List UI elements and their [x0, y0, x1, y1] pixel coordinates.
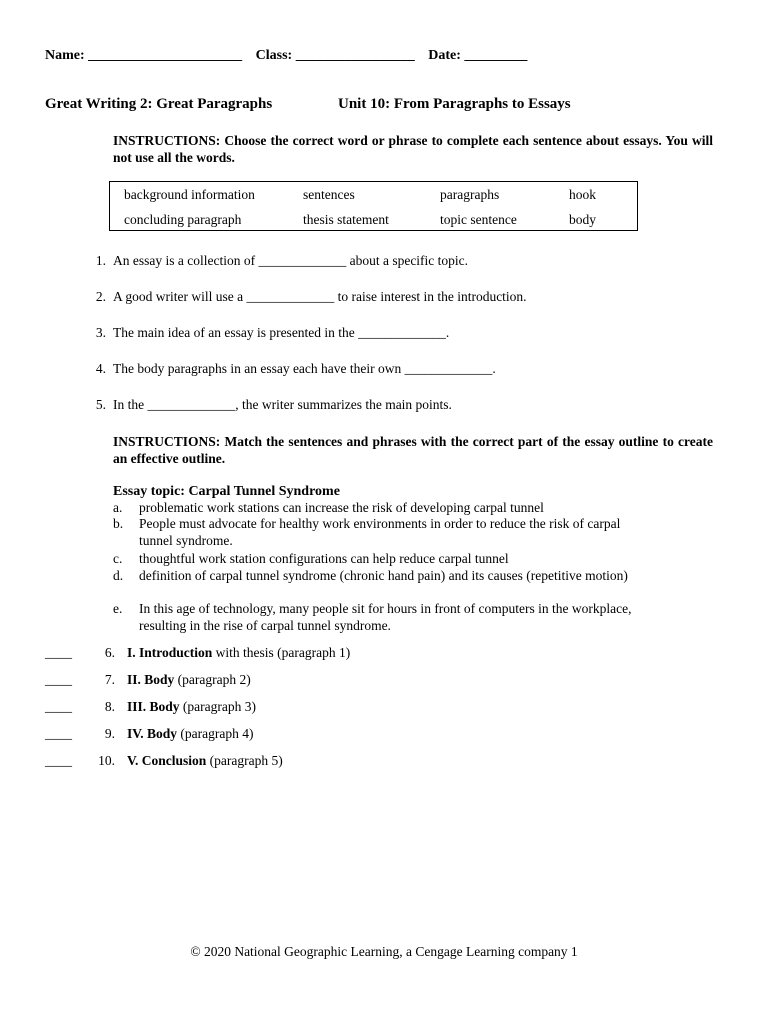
option-text: People must advocate for healthy work environments in order to reduce the risk of carpal tunnel syndrome.	[139, 516, 621, 548]
question-number: 2.	[95, 289, 106, 304]
question-number: 3.	[95, 325, 106, 340]
outline-detail: (paragraph 3)	[179, 699, 256, 714]
word-bank-item: thesis statement	[303, 212, 389, 227]
outline-item-9	[45, 726, 254, 742]
copyright-footer: © 2020 National Geographic Learning, a Cengage Learning company 1	[190, 944, 578, 959]
instructions-part2: INSTRUCTIONS: Match the sentences and phrases with the correct part of the essay outline to create an effective outline.	[113, 434, 713, 466]
question-3	[88, 325, 449, 341]
option-text: problematic work stations can increase the risk of developing carpal tunnel	[139, 500, 544, 515]
question-number: 4.	[95, 361, 106, 376]
word-bank-item: topic sentence	[440, 212, 517, 227]
option-d	[113, 568, 643, 585]
answer-blank[interactable]: ____	[45, 672, 72, 687]
outline-detail: with thesis (paragraph 1)	[212, 645, 351, 660]
word-bank-item: concluding paragraph	[124, 212, 242, 227]
answer-blank[interactable]: ____	[45, 726, 72, 741]
word-bank	[109, 181, 638, 231]
outline-item-7	[45, 672, 251, 688]
question-text[interactable]: The body paragraphs in an essay each have their own _____________.	[113, 361, 496, 376]
option-letter: c.	[113, 551, 123, 566]
date-field-label[interactable]: Date: _________	[428, 48, 528, 63]
outline-item-8	[45, 699, 256, 715]
unit-title: Unit 10: From Paragraphs to Essays	[338, 96, 571, 112]
outline-label: V. Conclusion	[127, 753, 207, 768]
question-number: 5.	[95, 397, 106, 412]
outline-number: 6.	[104, 645, 115, 660]
outline-number: 7.	[104, 672, 115, 687]
question-number: 1.	[95, 253, 106, 268]
question-4	[88, 361, 496, 377]
option-text: In this age of technology, many people sit for hours in front of computers in the workplace, resulting in the rise of carpal tunnel syndrome.	[139, 601, 632, 633]
option-c	[113, 551, 643, 568]
option-letter: d.	[113, 568, 124, 583]
outline-detail: (paragraph 4)	[177, 726, 254, 741]
outline-number: 8.	[104, 699, 115, 714]
outline-number: 10.	[98, 753, 115, 768]
class-field-label[interactable]: Class: _________________	[255, 48, 415, 63]
option-letter: a.	[113, 500, 123, 515]
option-letter: b.	[113, 516, 124, 531]
student-info-line	[45, 48, 537, 64]
question-5	[88, 397, 452, 413]
question-text[interactable]: A good writer will use a _____________ to raise interest in the introduction.	[113, 289, 527, 304]
question-text[interactable]: In the _____________, the writer summarizes the main points.	[113, 397, 452, 412]
option-text: thoughtful work station configurations can help reduce carpal tunnel	[139, 551, 509, 566]
option-text: definition of carpal tunnel syndrome (chronic hand pain) and its causes (repetitive motion)	[139, 568, 628, 583]
outline-label: IV. Body	[127, 726, 178, 741]
answer-blank[interactable]: ____	[45, 699, 72, 714]
question-text[interactable]: An essay is a collection of _____________ about a specific topic.	[113, 253, 469, 268]
option-e	[113, 601, 643, 634]
name-field-label[interactable]: Name: ______________________	[45, 48, 243, 63]
outline-item-6	[45, 645, 350, 661]
option-b	[113, 516, 643, 549]
word-bank-item: background information	[124, 187, 255, 202]
question-2	[88, 289, 527, 305]
essay-topic: Essay topic: Carpal Tunnel Syndrome	[113, 484, 340, 499]
outline-detail: (paragraph 2)	[174, 672, 251, 687]
option-a	[113, 500, 643, 517]
word-bank-item: body	[569, 212, 596, 227]
question-text[interactable]: The main idea of an essay is presented in the _____________.	[113, 325, 450, 340]
answer-blank[interactable]: ____	[45, 753, 72, 768]
instructions-part1: INSTRUCTIONS: Choose the correct word or phrase to complete each sentence about essays. You will not use all the words.	[113, 133, 713, 165]
outline-label: II. Body	[127, 672, 175, 687]
outline-detail: (paragraph 5)	[206, 753, 283, 768]
outline-number: 9.	[104, 726, 115, 741]
outline-item-10	[45, 753, 283, 769]
word-bank-item: sentences	[303, 187, 355, 202]
outline-label: III. Body	[127, 699, 180, 714]
word-bank-item: paragraphs	[440, 187, 500, 202]
option-letter: e.	[113, 601, 123, 616]
answer-blank[interactable]: ____	[45, 645, 72, 660]
book-title: Great Writing 2: Great Paragraphs	[45, 96, 273, 112]
word-bank-item: hook	[569, 187, 596, 202]
outline-label: I. Introduction	[127, 645, 213, 660]
question-1	[88, 253, 468, 269]
